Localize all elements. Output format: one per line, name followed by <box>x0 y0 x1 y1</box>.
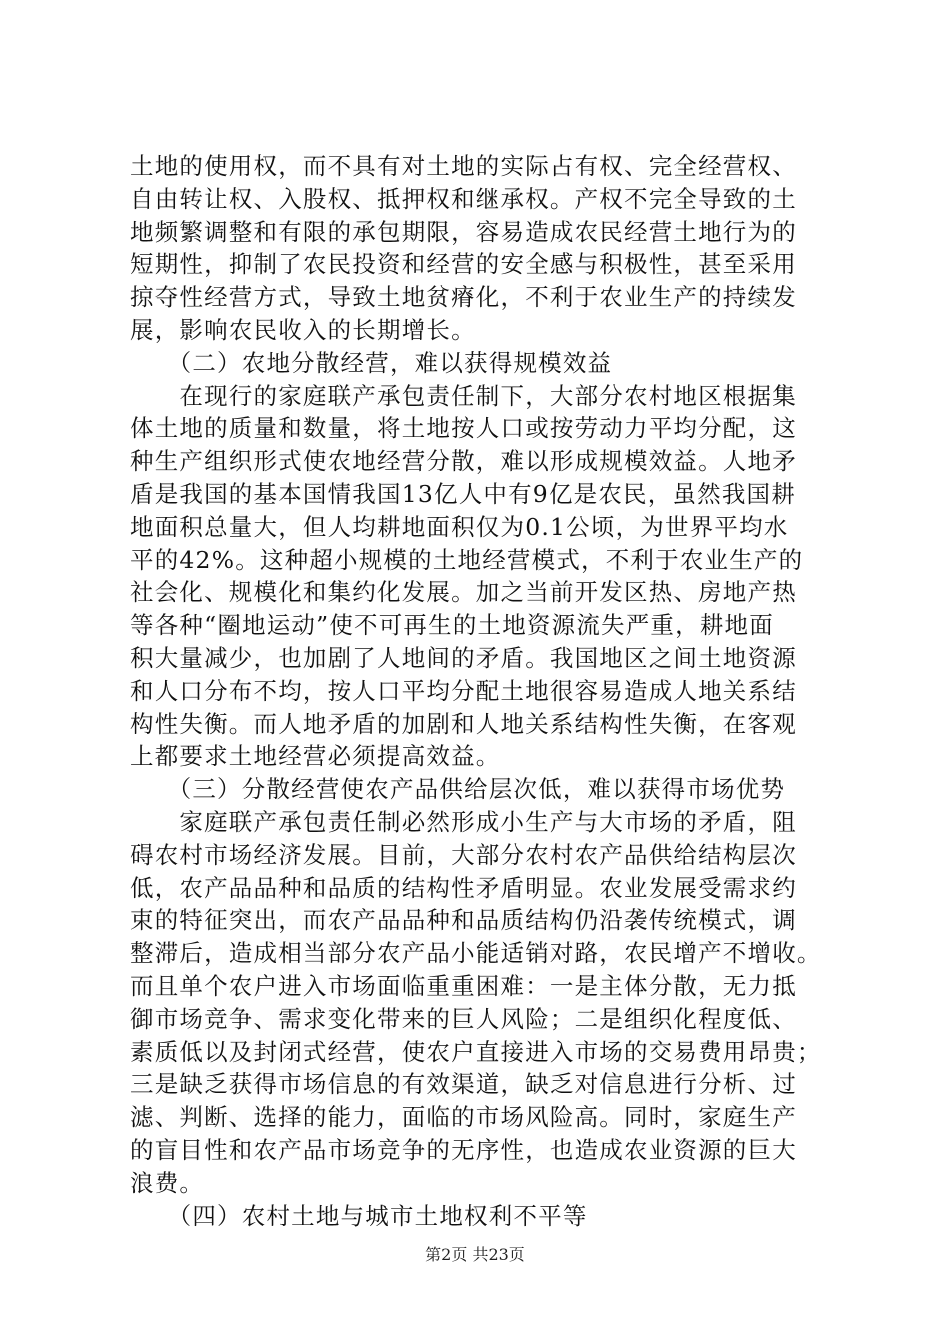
text-line: 平的42%。这种超小规模的土地经营模式，不利于农业生产的 <box>130 545 804 574</box>
text-line: 浪费。 <box>130 1168 205 1197</box>
text-line: 等各种“圈地运动”使不可再生的土地资源流失严重，耕地面 <box>130 611 774 640</box>
text-line: 地频繁调整和有限的承包期限，容易造成农民经营土地行为的 <box>130 217 797 246</box>
text-line: 碍农村市场经济发展。目前，大部分农村农产品供给结构层次 <box>130 840 797 869</box>
text-line: 种生产组织形式使农地经营分散，难以形成规模效益。人地矛 <box>130 447 797 476</box>
text-line: 束的特征突出，而农产品品种和品质结构仍沿袭传统模式，调 <box>130 906 797 935</box>
text-line: 家庭联产承包责任制必然形成小生产与大市场的矛盾，阻 <box>130 807 797 836</box>
text-line: 三是缺乏获得市场信息的有效渠道，缺乏对信息进行分析、过 <box>130 1070 797 1099</box>
section-heading: （四）农村土地与城市土地权利不平等 <box>130 1201 588 1230</box>
text-line: 展，影响农民收入的长期增长。 <box>130 315 476 344</box>
text-line: 掠夺性经营方式，导致土地贫瘠化，不利于农业生产的持续发 <box>130 283 797 312</box>
text-line: 盾是我国的基本国情我国13亿人中有9亿是农民，虽然我国耕 <box>130 479 796 508</box>
text-line: 土地的使用权，而不具有对土地的实际占有权、完全经营权、 <box>130 152 797 180</box>
text-line: 素质低以及封闭式经营，使农户直接进入市场的交易费用昂贵； <box>130 1037 822 1066</box>
text-line: 体土地的质量和数量，将土地按人口或按劳动力平均分配，这 <box>130 414 797 443</box>
body-text <box>130 150 835 1232</box>
text-line: 构性失衡。而人地矛盾的加剧和人地关系结构性失衡，在客观 <box>130 709 797 738</box>
text-line: 低，农产品品种和品质的结构性矛盾明显。农业发展受需求约 <box>130 873 797 902</box>
text-line: 的盲目性和农产品市场竞争的无序性，也造成农业资源的巨大 <box>130 1135 797 1164</box>
text-line: 在现行的家庭联产承包责任制下，大部分农村地区根据集 <box>130 381 797 410</box>
text-line: 整滞后，造成相当部分农产品小能适销对路，农民增产不增收。 <box>130 939 822 968</box>
text-line: 上都要求土地经营必须提高效益。 <box>130 742 501 771</box>
text-line: 御市场竞争、需求变化带来的巨人风险；二是组织化程度低、 <box>130 1004 797 1033</box>
text-line: 积大量减少，也加剧了人地间的矛盾。我国地区之间土地资源 <box>130 643 797 672</box>
text-line: 短期性，抑制了农民投资和经营的安全感与积极性，甚至采用 <box>130 250 797 279</box>
text-line: 自由转让权、入股权、抵押权和继承权。产权不完全导致的土 <box>130 184 797 213</box>
page-footer: 第2页 共23页 <box>425 1245 525 1264</box>
text-line: 社会化、规模化和集约化发展。加之当前开发区热、房地产热 <box>130 578 797 607</box>
text-line: 滤、判断、选择的能力，面临的市场风险高。同时，家庭生产 <box>130 1103 797 1132</box>
section-heading: （二）农地分散经营，难以获得规模效益 <box>130 348 613 377</box>
text-line: 地面积总量大，但人均耕地面积仅为0.1公顷，为世界平均水 <box>130 512 789 541</box>
text-line: 而且单个农户进入市场面临重重困难：一是主体分散，无力抵 <box>130 971 797 1000</box>
section-heading: （三）分散经营使农产品供给层次低，难以获得市场优势 <box>130 775 786 804</box>
text-line: 和人口分布不均，按人口平均分配土地很容易造成人地关系结 <box>130 676 797 705</box>
